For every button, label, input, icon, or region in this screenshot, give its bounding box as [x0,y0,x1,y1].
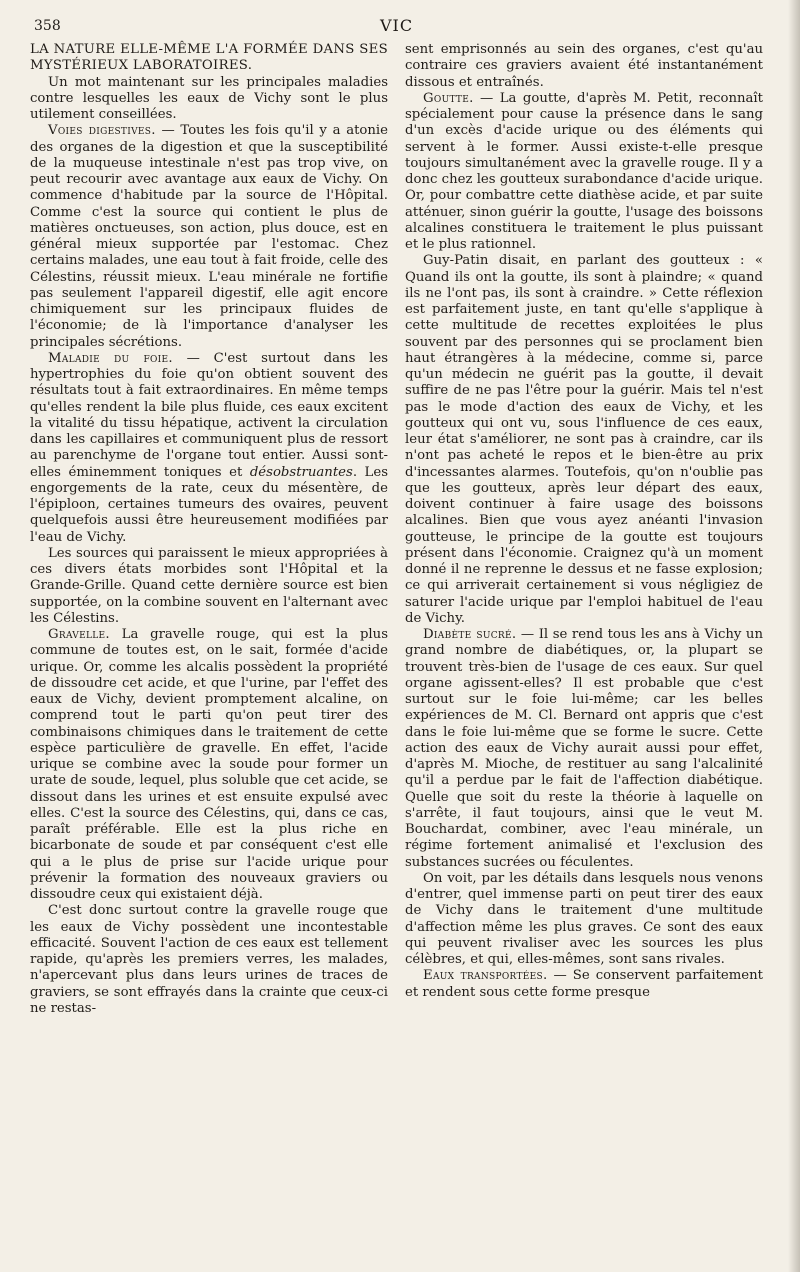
paragraph [30,351,388,546]
paragraph-heading: Eaux transportées. [423,968,548,984]
right-column [405,42,763,1001]
emphasis: désobstruantes [249,464,353,480]
paragraph [405,253,763,627]
paragraph-text: — La goutte, d'après M. Petit, reconnaît spécialement pour cause la présence dans le sang d'un excès d'acide urique ou des éléments qui servent à le former. Aussi existe-t-elle presque toujours simultanément avec la gravelle rouge. Il y a donc chez les goutteux surabondance d'acide urique. Or, pour combattre cette diathèse acide, et par suite atténuer, sinon guérir la goutte, l'usage des boissons alcalines constituera le traitement le plus puissant et le plus rationnel. [405,90,763,252]
running-head: VIC [380,16,414,35]
paragraph-text: La gravelle rouge, qui est la plus commune de toutes est, on le sait, formée d'acide urique. Or, comme les alcalis possèdent la propriété de dissoudre cet acide, et que l'urine, par l'effet des eaux de Vichy, devient promptement alcaline, on comprend tout le parti qu'on peut tirer des combinaisons chimiques dans le traitement de cette espèce particulière de gravelle. En effet, l'acide urique se combine avec la soude pour former un urate de soude, lequel, plus soluble que cet acide, se dissout dans les urines et est ensuite expulsé avec elles. C'est la source des Célestins, qui, dans ce cas, paraît préférable. Elle est la plus riche en bicarbonate de soude et par conséquent c'est elle qui a le plus de prise sur l'acide urique pour prévenir la formation des nouveaux graviers ou dissoudre ceux qui existaient déjà. [30,627,388,902]
paragraph-text: sent emprisonnés au sein des organes, c'est qu'au contraire ces graviers avaient été instantanément dissous et entraînés. [405,42,763,90]
paragraph-heading: Voies digestives. [48,123,156,139]
left-column [30,42,388,1017]
paragraph-text: — C'est surtout dans les hypertrophies du foie qu'on obtient souvent des résultats tout à fait extraordinaires. En même temps qu'elles rendent la bile plus fluide, ces eaux excitent la vitalité du tissu hépatique, activent la circulation dans les capillaires et communiquent plus de ressort au parenchyme de l'organe tout entier. Aussi sont-elles éminemment toniques et [30,350,388,480]
paragraph-text: C'est donc surtout contre la gravelle rouge que les eaux de Vichy possèdent une incontestable efficacité. Souvent l'action de ces eaux est tellement rapide, qu'après les premiers verres, les malades, n'apercevant plus dans leurs urines de traces de graviers, se sont effrayés dans la crainte que ceux-ci ne restas- [30,903,388,1016]
paragraph-text: Guy-Patin disait, en parlant des goutteux : « Quand ils ont la goutte, ils sont à plaindre; « quand ils ne l'ont pas, ils sont à craindre. » Cette réflexion est parfaitement juste, en tant qu'elle s'applique à cette multitude de recettes exploitées le plus souvent par des personnes qui se proclament bien haut étrangères à la médecine, comme si, parce qu'un médecin ne guérit pas la goutte, il devait suffire de ne pas l'être pour la guérir. Mais tel n'est pas le mode d'action des eaux de Vichy, et les goutteux qui ont vu, sous l'influence de ces eaux, leur état s'améliorer, ne sont pas à craindre, car ils n'ont pas acheté le repos et le bien-être au prix d'incessantes alarmes. Toutefois, qu'on n'oublie pas que les goutteux, après leur départ des eaux, doivent continuer à faire usage des boissons alcalines. Bien que vous ayez anéanti l'invasion goutteuse, le principe de la goutte est toujours présent dans l'économie. Craignez qu'à un moment donné il ne reprenne le dessus et ne fasse explosion; ce qui arriverait certainement si vous négligiez de saturer l'acide urique par l'emploi habituel de l'eau de Vichy. [405,253,763,626]
page-edge-shadow [788,0,800,1272]
section-title: LA NATURE ELLE-MÊME L'A FORMÉE DANS SES MYSTÉRIEUX LABORATOIRES. [30,42,388,74]
paragraph [405,871,763,969]
paragraph-text: On voit, par les détails dans lesquels nous venons d'entrer, quel immense parti on peut tirer des eaux de Vichy dans le traitement d'une multitude d'affection même les plus graves. Ce sont des eaux qui peuvent rivaliser avec les sources les plus célèbres, et qui, elles-mêmes, sont sans rivales. [405,870,763,967]
paragraph [405,42,763,91]
paragraph [405,627,763,871]
paragraph [405,91,763,254]
paragraph-text: — Toutes les fois qu'il y a atonie des organes de la digestion et que la susceptibilité de la muqueuse intestinale n'est pas trop vive, on peut recourir avec avantage aux eaux de Vichy. On commence d'habitude par la source de l'Hôpital. Comme c'est la source qui contient le plus de matières onctueuses, son action, plus douce, est en général mieux supportée par l'estomac. Chez certains malades, une eau tout à fait froide, celle des Célestins, réussit mieux. L'eau minérale ne fortifie pas seulement l'appareil digestif, elle agit encore chimiquement sur les principaux fluides de l'économie; de là l'importance d'analyser les principales sécrétions. [30,123,389,350]
paragraph-heading: Diabète sucré. [423,627,517,642]
paragraph [30,627,388,903]
paragraph-heading: Goutte. [423,90,474,106]
page-number: 358 [34,18,61,34]
paragraph [30,546,388,627]
paragraph-text: — Il se rend tous les ans à Vichy un grand nombre de diabétiques, or, la plupart se trouvent très-bien de l'usage de ces eaux. Sur quel organe agissent-elles? Il est probable que c'est surtout sur le foie lui-même; car les belles expériences de M. Cl. Bernard ont appris que c'est dans le foie lui-même que se forme le sucre. Cette action des eaux de Vichy aurait aussi pour effet, d'après M. Mioche, de restituer au sang l'alcalinité qu'il a perdue par le fait de l'affection diabétique. Quelle que soit du reste la théorie à laquelle on s'arrête, il faut toujours, ainsi que le veut M. Bouchardat, combiner, avec l'eau minérale, un régime fortement animalisé et l'exclusion des substances sucrées ou féculentes. [405,627,763,870]
paragraph [30,42,388,75]
paragraph-text: Un mot maintenant sur les principales maladies contre lesquelles les eaux de Vichy sont le plus utilement conseillées. [30,74,388,122]
paragraph-text: — Se conservent parfaitement et rendent sous cette forme presque [405,968,764,1000]
paragraph [30,75,388,124]
paragraph-text: . Les engorgements de la rate, ceux du mésentère, de l'épiploon, certaines tumeurs des ovaires, peuvent quelquefois aussi être heureusement modifiées par l'eau de Vichy. [30,464,388,545]
paragraph-heading: Maladie du foie. [48,350,173,366]
paragraph [30,123,388,351]
paragraph-text: Les sources qui paraissent le mieux appropriées à ces divers états morbides sont l'Hôpital et la Grande-Grille. Quand cette dernière source est bien supportée, on la combine souvent en l'alternant avec les Célestins. [30,545,388,626]
paragraph [405,968,763,1001]
paragraph [30,903,388,1017]
paragraph-heading: Gravelle. [48,627,110,642]
